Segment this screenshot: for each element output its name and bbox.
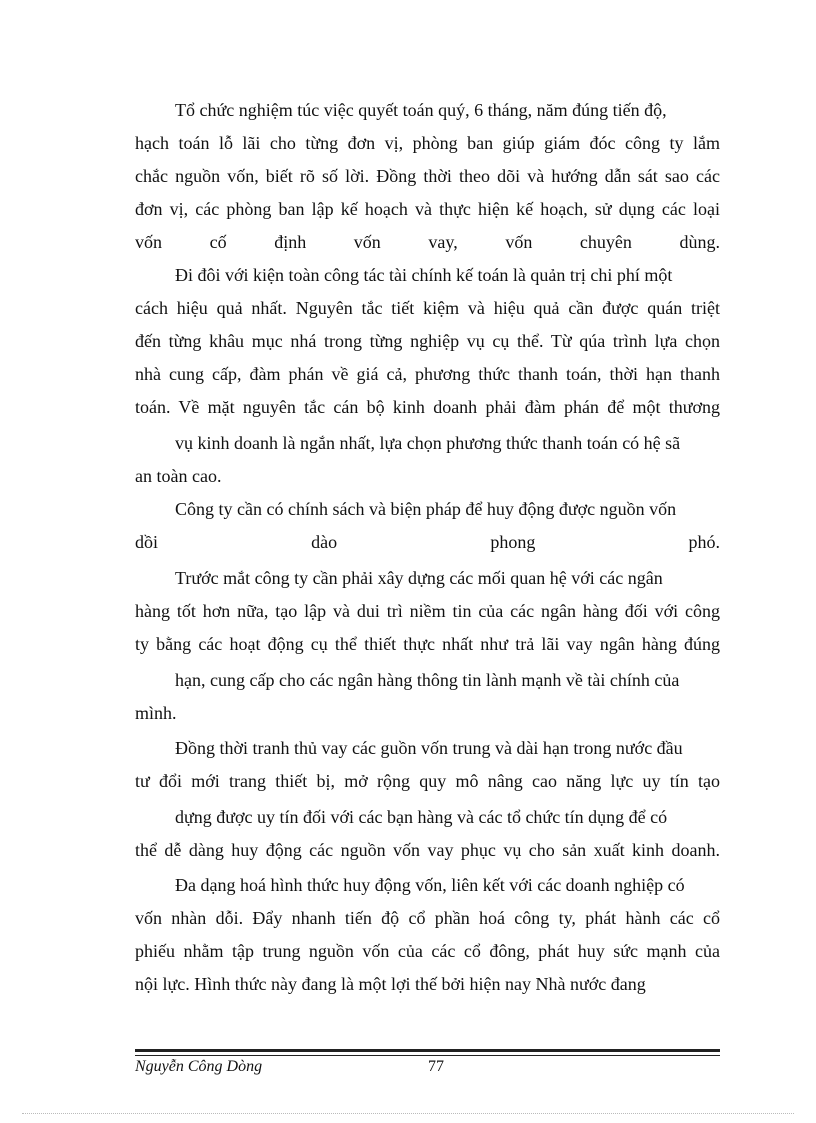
- footer-rule-thin: [135, 1055, 720, 1056]
- page-number: 77: [428, 1058, 444, 1075]
- text-line: hàng tốt hơn nữa, tạo lập và dui trì niềm tin của các ngân hàng đối với công: [135, 601, 720, 621]
- text-line: Đồng thời tranh thủ vay các guồn vốn trung và dài hạn trong nước đầu: [175, 738, 683, 758]
- text-line: ty bằng các hoạt động cụ thể thiết thực nhất như trả lãi vay ngân hàng đúng: [135, 634, 720, 654]
- text-line: dựng được uy tín đối với các bạn hàng và các tổ chức tín dụng để có: [175, 807, 668, 827]
- text-line: phiếu nhằm tập trung nguồn vốn của các cổ đông, phát huy sức mạnh của: [135, 941, 720, 961]
- text-line: vốn nhàn dỗi. Đẩy nhanh tiến độ cổ phần hoá công ty, phát hành các cổ: [135, 908, 720, 928]
- text-line: an toàn cao.: [135, 466, 222, 486]
- text-line: hạch toán lỗ lãi cho từng đơn vị, phòng ban giúp giám đóc công ty lắm: [135, 133, 720, 153]
- text-line: đơn vị, các phòng ban lập kế hoạch và thực hiện kế hoạch, sử dụng các loại: [135, 199, 720, 219]
- text-line: tư đổi mới trang thiết bị, mở rộng quy mô nâng cao năng lực uy tín tạo: [135, 771, 720, 791]
- text-line: chắc nguồn vốn, biết rõ số lời. Đồng thời theo dõi và hướng dẫn sát sao các: [135, 166, 720, 186]
- text-line: Trước mắt công ty cần phải xây dựng các mối quan hệ với các ngân: [175, 568, 663, 588]
- text-line: vốn cố định vốn vay, vốn chuyên dùng.: [135, 232, 720, 252]
- text-line: Công ty cần có chính sách và biện pháp để huy động được nguồn vốn: [175, 499, 677, 519]
- text-line: Đi đôi với kiện toàn công tác tài chính kế toán là quản trị chi phí một: [175, 265, 673, 285]
- text-line: thể dễ dàng huy động các nguồn vốn vay phục vụ cho sản xuất kinh doanh.: [135, 840, 720, 860]
- text-line: dồi dào phong phó.: [135, 532, 720, 552]
- text-line: nội lực. Hình thức này đang là một lợi thế bởi hiện nay Nhà nước đang: [135, 974, 646, 994]
- text-line: Đa dạng hoá hình thức huy động vốn, liên kết với các doanh nghiệp có: [175, 875, 685, 895]
- footer-author: Nguyễn Công Dòng: [135, 1058, 263, 1075]
- text-line: mình.: [135, 703, 177, 723]
- text-line: Tổ chức nghiệm túc việc quyết toán quý, 6 tháng, năm đúng tiến độ,: [175, 100, 667, 120]
- text-line: vụ kinh doanh là ngắn nhất, lựa chọn phương thức thanh toán có hệ sã: [175, 433, 681, 453]
- text-line: đến từng khâu mục nhá trong từng nghiệp vụ cụ thể. Từ qúa trình lựa chọn: [135, 331, 720, 351]
- text-line: hạn, cung cấp cho các ngân hàng thông tin lành mạnh về tài chính của: [175, 670, 680, 690]
- text-line: nhà cung cấp, đàm phán về giá cả, phương thức thanh toán, thời hạn thanh: [135, 364, 720, 384]
- text-line: cách hiệu quả nhất. Nguyên tắc tiết kiệm và hiệu quả cần được quán triệt: [135, 298, 720, 318]
- text-line: toán. Về mặt nguyên tắc cán bộ kinh doanh phải đàm phán để một thương: [135, 397, 720, 417]
- footer-rule-thick: [135, 1049, 720, 1052]
- page-edge-divider: [22, 1113, 794, 1114]
